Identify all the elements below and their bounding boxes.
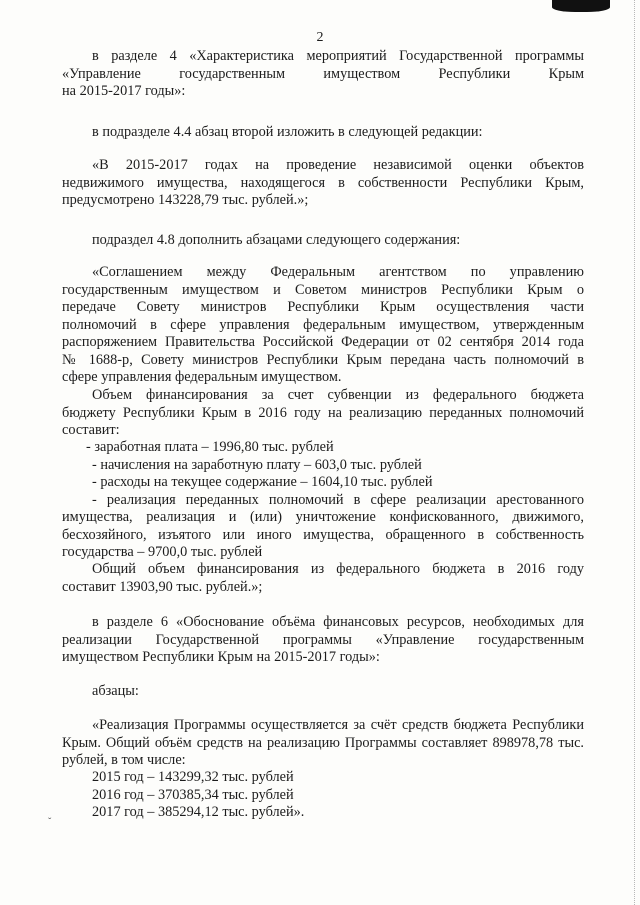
subsection44-line: «В 2015-2017 годах на проведение независимой оценки объектов [92,157,584,173]
year-2015-amount: 2015 год – 143299,32 тыс. рублей [92,769,294,785]
subsection48-p1-line: «Соглашением между Федеральным агентством по управлению [92,264,584,280]
section6-text [62,717,584,770]
subsection44-intro-text: в подразделе 4.4 абзац второй изложить в следующей редакции: [92,124,483,140]
subsection48-p1-line: распоряжением Правительства Российской Федерации от 02 сентября 2014 года [62,334,584,350]
item-powers-line: имущества, реализация и (или) уничтожение конфискованного, движимого, [62,509,584,525]
scan-edge-line [634,0,636,905]
item-accruals: - начисления на заработную плату – 603,0 тыс. рублей [92,456,422,473]
section4-intro [62,48,584,101]
subsection48-p1-line: сфере управления федеральным имуществом. [62,369,342,385]
subsection48-intro-text: подраздел 4.8 дополнить абзацами следующего содержания: [92,232,461,248]
section4-intro-line: на 2015-2017 годы»: [62,83,186,99]
subsection48-p1-line: полномочий в сфере управления федеральным имуществом, утвержденным [62,316,584,333]
subsection48-p1-line: передаче Совету министров Республики Крым осуществления части [62,299,584,315]
item-maintenance: - расходы на текущее содержание – 1604,10 тыс. рублей [92,474,433,490]
year-2016-amount: 2016 год – 370385,34 тыс. рублей [92,786,294,803]
subsection48-p2-line: бюджету Республики Крым в 2016 году на реализацию переданных полномочий [62,404,584,421]
section4-intro-line: в разделе 4 «Характеристика мероприятий Государственной программы [92,48,584,64]
section6-text-line: рублей, в том числе: [62,752,186,768]
section4-intro-line: «Управление государственным имуществом Республики Крым [62,65,584,82]
subsection48-p2-line: Объем финансирования за счет субвенции из федерального бюджета [92,387,584,403]
stray-mark: ˇ [48,817,52,828]
item-salary: - заработная плата – 1996,80 тыс. рублей [86,439,334,455]
subsection44-line: предусмотрено 143228,79 тыс. рублей.»; [62,192,309,208]
total-2016-line: Общий объем финансирования из федерального бюджета в 2016 году [92,561,584,577]
section6-text-line: Крым. Общий объём средств на реализацию Программы составляет 898978,78 тыс. [62,734,584,751]
subsection48-paragraph2 [62,387,584,440]
item-powers-line: бесхозяйного, изъятого или иного имущества, обращенного в собственность [62,526,584,543]
total-2016 [62,561,584,596]
subsection48-p2-line: составит: [62,422,120,438]
section6-intro-line: в разделе 6 «Обоснование объёма финансовых ресурсов, необходимых для [92,614,584,630]
paragraphs-label [62,683,614,701]
subsection44-text [62,157,584,210]
total-2016-line: составит 13903,90 тыс. рублей.»; [62,578,263,595]
page-number: 2 [316,30,324,45]
section6-intro-line: имуществом Республики Крым на 2015-2017 годы»: [62,649,380,665]
year-breakdown [62,769,584,822]
subsection44-line: недвижимого имущества, находящегося в собственности Республики Крым, [62,174,584,191]
scan-artifact-mark [552,0,610,12]
subsection48-intro [62,232,614,250]
subsection48-paragraph1 [62,264,584,387]
item-powers-line: - реализация переданных полномочий в сфере реализации арестованного [92,491,584,508]
section6-intro [62,614,584,667]
financing-items [62,439,584,562]
paragraphs-label-text: абзацы: [92,683,139,699]
section6-intro-line: реализации Государственной программы «Управление государственным [62,631,584,648]
subsection44-intro [62,124,614,142]
year-2017-amount: 2017 год – 385294,12 тыс. рублей». [92,804,305,820]
item-powers-line: государства – 9700,0 тыс. рублей [62,544,263,560]
section6-text-line: «Реализация Программы осуществляется за счёт средств бюджета Республики [92,717,584,733]
subsection48-p1-line: № 1688-р, Совету министров Республики Крым передана часть полномочий в [62,351,584,368]
subsection48-p1-line: государственным имуществом и Советом министров Республики Крым о [62,281,584,298]
